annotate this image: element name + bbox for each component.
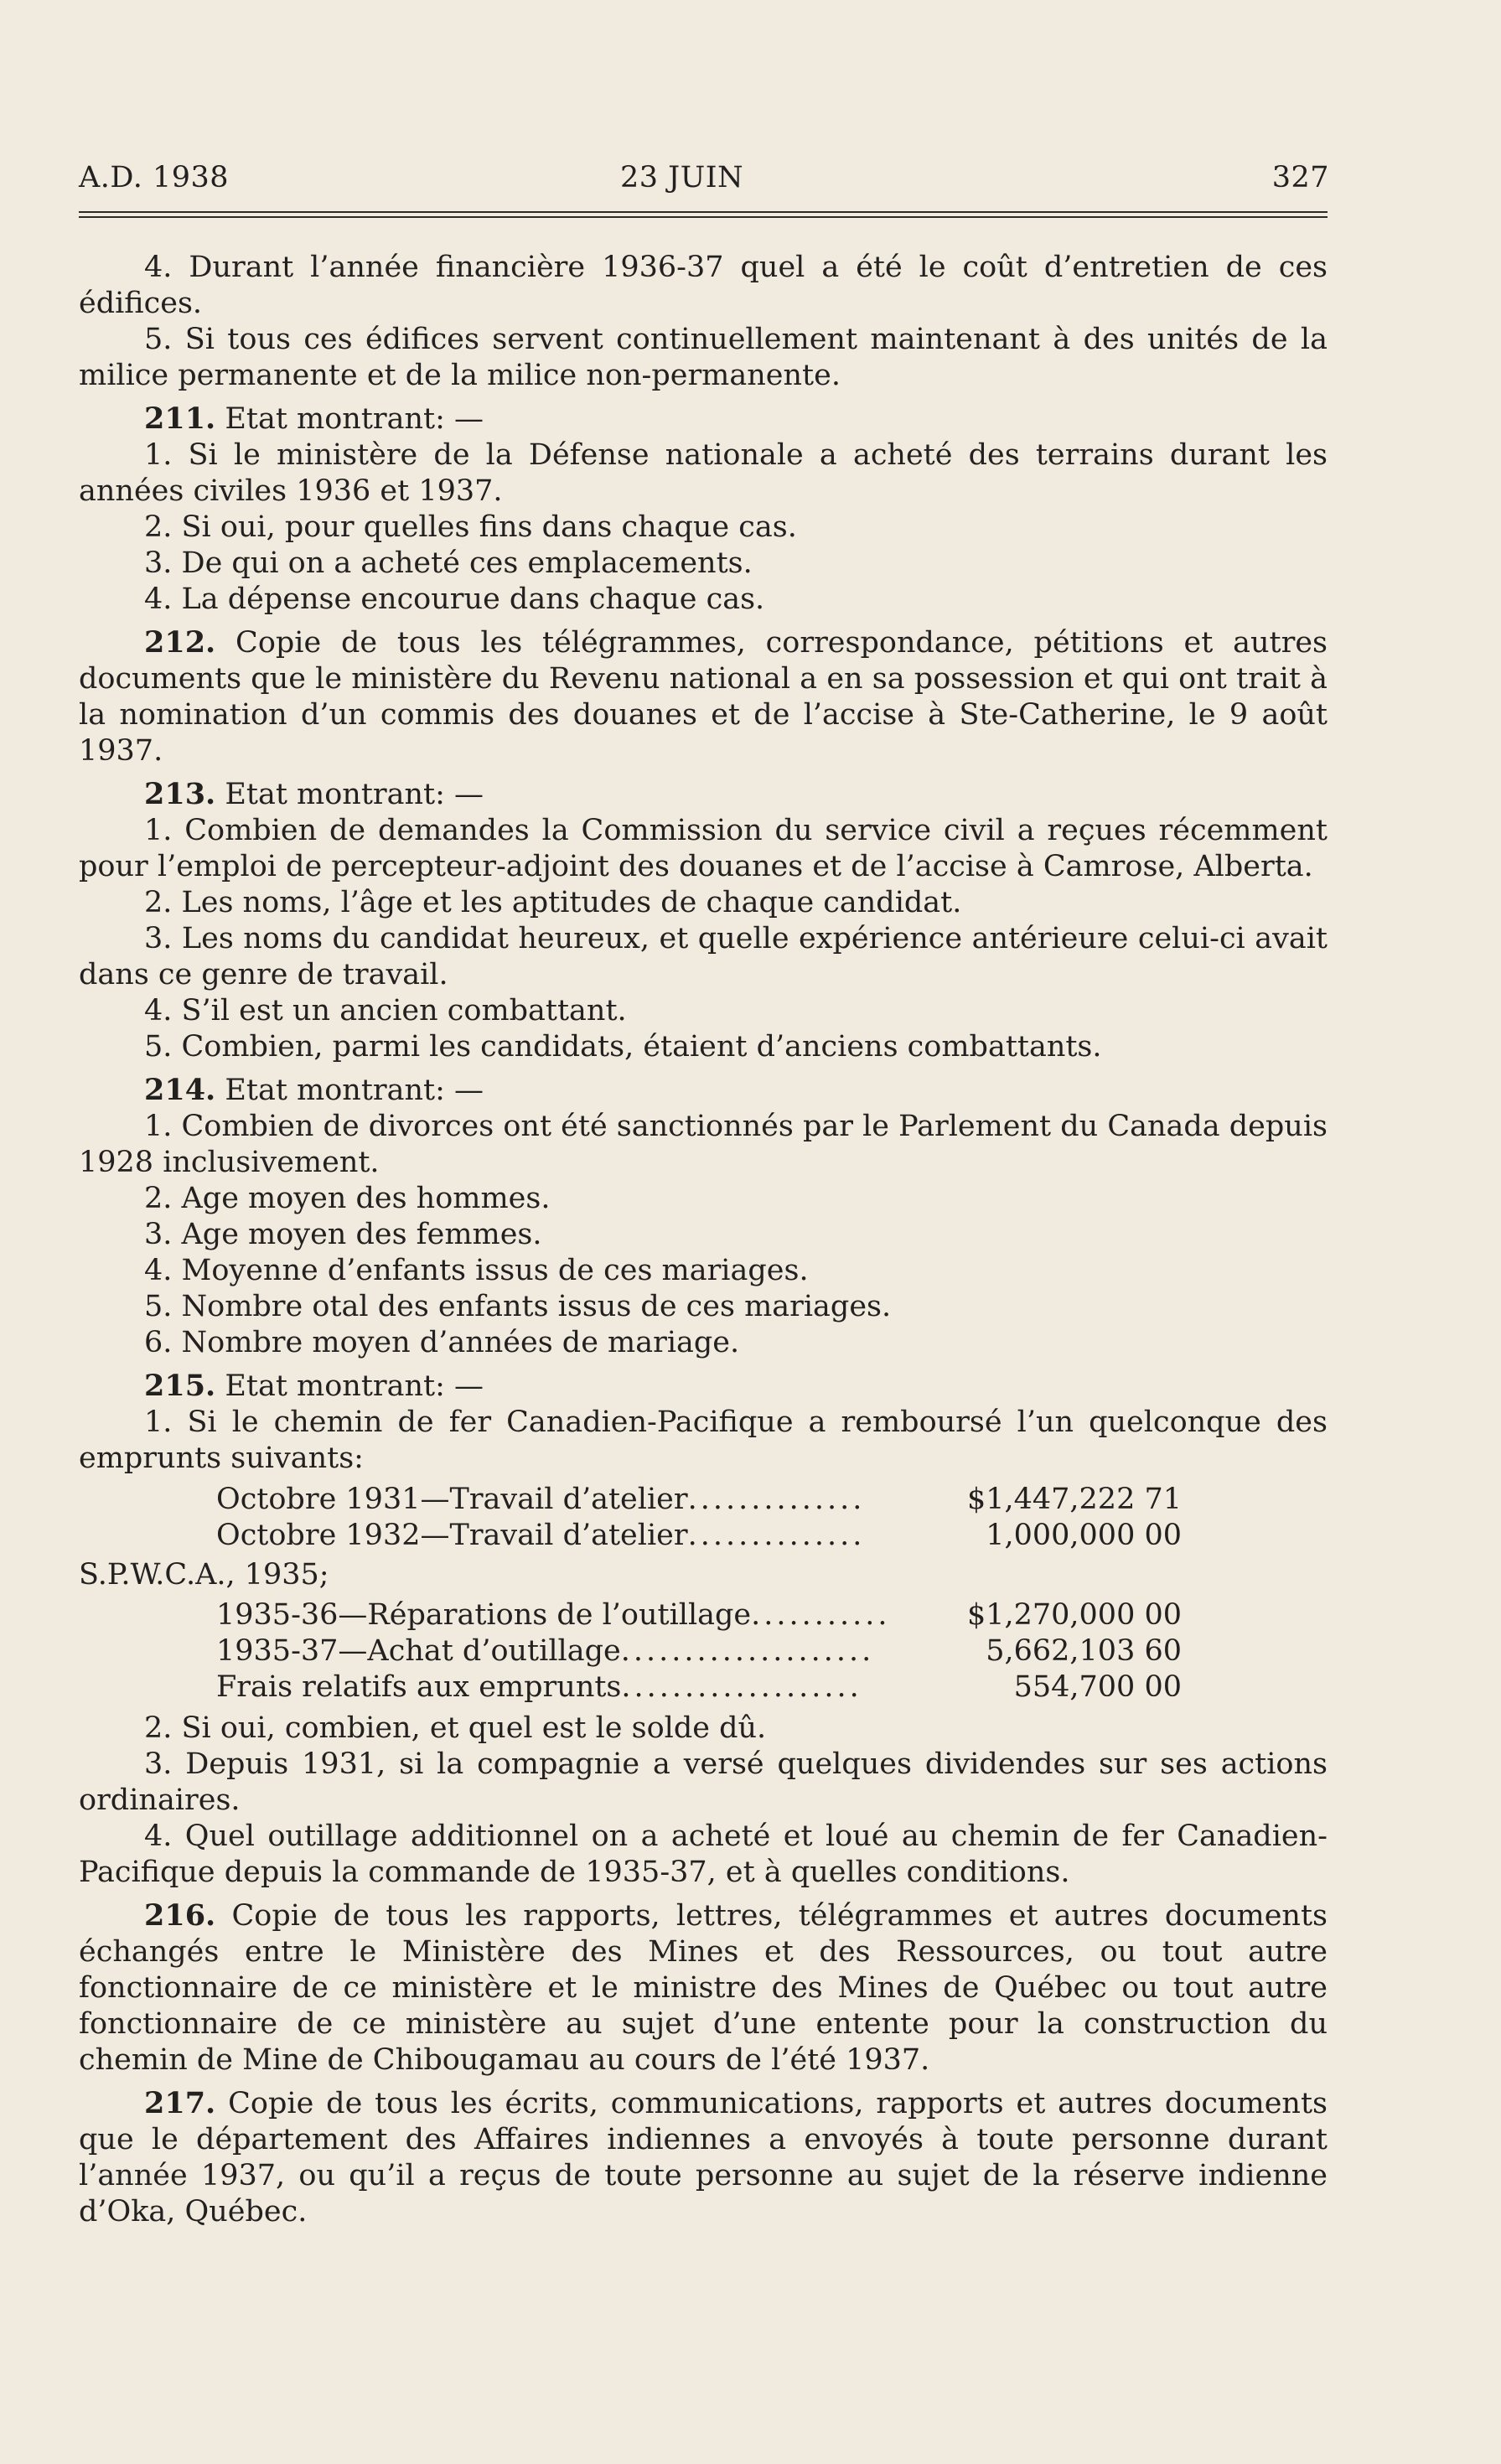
dot-leader: ....................	[620, 1634, 875, 1668]
item-paragraph	[79, 1819, 1328, 1891]
header-rule	[79, 211, 1328, 218]
dot-leader: ..............	[687, 1483, 866, 1516]
ledger-section-label	[79, 1554, 1328, 1597]
item-paragraph	[79, 437, 1328, 510]
ledger-label-text: Octobre 1931—Travail d’atelier	[216, 1483, 688, 1516]
paragraph-text: Copie de tous les rapports, lettres, télégrammes et autres documents échangés entre le Ministère des Mines et des Ressources, ou tout autre fonctionnaire de ce ministère et le ministre des Mines de Québec ou tout autre fonctionnaire de ce ministère au sujet d’une entente pour la construction du chemin de Mine de Chibougamau au cours de l’été 1937.	[79, 1899, 1328, 2077]
item-paragraph	[79, 546, 1328, 582]
section-paragraph	[79, 1072, 1328, 1109]
page-number: 327	[1271, 161, 1329, 194]
item-paragraph	[79, 1253, 1328, 1289]
item-paragraph	[79, 1325, 1328, 1361]
section-number: 217.	[144, 2086, 216, 2120]
ledger-amount: 1,000,000 00	[986, 1519, 1182, 1552]
ledger-label-text: Frais relatifs aux emprunts	[216, 1670, 622, 1704]
paragraph-text: 1. Si le ministère de la Défense nationale a acheté des terrains durant les années civiles 1936 et 1937.	[79, 438, 1328, 508]
paragraph-text: 6. Nombre moyen d’années de mariage.	[144, 1326, 740, 1359]
item-paragraph	[79, 1405, 1328, 1477]
item-paragraph	[79, 1181, 1328, 1217]
item-paragraph	[79, 1711, 1328, 1747]
section-number: 213.	[144, 777, 216, 811]
ledger-label-text: 1935-36—Réparations de l’outillage	[216, 1598, 752, 1632]
item-paragraph	[79, 1747, 1328, 1819]
ledger-label-text: Octobre 1932—Travail d’atelier	[216, 1519, 688, 1552]
ledger-row-label	[216, 1597, 1021, 1633]
ledger-row	[79, 1518, 1182, 1554]
ledger-amount: 5,662,103 60	[986, 1634, 1182, 1668]
ledger-row	[79, 1669, 1182, 1706]
paragraph-text: 2. Age moyen des hommes.	[144, 1182, 551, 1215]
paragraph-text: 2. Si oui, pour quelles fins dans chaque cas.	[144, 510, 797, 544]
dot-leader: ..............	[687, 1519, 866, 1552]
item-paragraph	[79, 1217, 1328, 1253]
paragraph-text: 3. Les noms du candidat heureux, et quelle expérience antérieure celui-ci avait dans ce genre de travail.	[79, 922, 1328, 991]
ledger-row	[79, 1633, 1182, 1669]
paragraph-text: 5. Nombre otal des enfants issus de ces mariages.	[144, 1290, 892, 1323]
paragraph-text: Copie de tous les télégrammes, correspondance, pétitions et autres documents que le ministère du Revenu national a en sa possession et qui ont trait à la nomination d’un commis des douanes et de l’accise à Ste-Catherine, le 9 août 1937.	[79, 626, 1328, 768]
section-number: 216.	[144, 1898, 216, 1933]
item-paragraph	[79, 993, 1328, 1029]
item-paragraph	[79, 1109, 1328, 1181]
paragraph-text: 5. Si tous ces édifices servent continuellement maintenant à des unités de la milice permanente et de la milice non-permanente.	[79, 323, 1328, 392]
section-paragraph	[79, 401, 1328, 437]
section-number: 212.	[144, 625, 216, 660]
ledger-section-text: S.P.W.C.A., 1935;	[79, 1558, 329, 1592]
page	[79, 142, 1328, 2230]
paragraph-text: 3. De qui on a acheté ces emplacements.	[144, 546, 753, 580]
paragraph-text: Etat montrant: —	[215, 778, 484, 811]
header-year: A.D. 1938	[79, 161, 230, 194]
ledger-row-label	[216, 1633, 1021, 1669]
ledger-amount: 554,700 00	[1013, 1670, 1182, 1704]
paragraph-text: 3. Depuis 1931, si la compagnie a versé quelques dividendes sur ses actions ordinaires.	[79, 1747, 1328, 1817]
item-paragraph	[79, 885, 1328, 921]
item-paragraph	[79, 921, 1328, 993]
loan-ledger	[79, 1482, 1328, 1706]
section-paragraph	[79, 2085, 1328, 2230]
item-paragraph	[79, 322, 1328, 394]
paragraph-text: Copie de tous les écrits, communications, rapports et autres documents que le département des Affaires indiennes a envoyés à toute personne durant l’année 1937, ou qu’il a reçus de toute personne au sujet de la réserve indienne d’Oka, Québec.	[79, 2087, 1328, 2228]
ledger-label-text: 1935-37—Achat d’outillage	[216, 1634, 621, 1668]
ledger-row-label	[216, 1669, 1021, 1706]
ledger-amount: $1,270,000 00	[966, 1598, 1182, 1632]
item-paragraph	[79, 582, 1328, 618]
paragraph-text: 4. Moyenne d’enfants issus de ces mariages.	[144, 1254, 809, 1287]
ledger-group-b	[79, 1597, 1328, 1706]
item-paragraph	[79, 1289, 1328, 1325]
paragraph-text: 5. Combien, parmi les candidats, étaient d’anciens combattants.	[144, 1030, 1102, 1064]
paragraph-text: 4. Quel outillage additionnel on a acheté et loué au chemin de fer Canadien-Pacifique depuis la commande de 1935-37, et à quelles conditions.	[79, 1820, 1328, 1889]
item-paragraph	[79, 510, 1328, 546]
section-number: 211.	[144, 401, 216, 436]
paragraph-text: 4. S’il est un ancien combattant.	[144, 994, 627, 1028]
paragraph-text: 4. Durant l’année financière 1936-37 quel a été le coût d’entretien de ces édifices.	[79, 251, 1328, 320]
section-number: 215.	[144, 1369, 216, 1403]
ledger-row	[79, 1597, 1182, 1633]
dot-leader: ...........	[751, 1598, 891, 1632]
dot-leader: ...................	[621, 1670, 862, 1704]
paragraph-text: Etat montrant: —	[215, 1369, 484, 1403]
ledger-row	[79, 1482, 1182, 1518]
paragraph-text: 1. Combien de demandes la Commission du service civil a reçues récemment pour l’emploi de percepteur-adjoint des douanes et de l’accise à Camrose, Alberta.	[79, 814, 1328, 883]
ledger-row-label	[216, 1518, 1021, 1554]
ledger-group-a	[79, 1482, 1328, 1554]
item-paragraph	[79, 250, 1328, 322]
header-date: 23 JUIN	[620, 161, 744, 194]
ledger-amount: $1,447,222 71	[966, 1483, 1182, 1516]
section-number: 214.	[144, 1073, 216, 1107]
section-paragraph	[79, 1368, 1328, 1405]
paragraph-text: 2. Si oui, combien, et quel est le solde dû.	[144, 1711, 767, 1745]
section-paragraph	[79, 776, 1328, 813]
paragraph-text: Etat montrant: —	[215, 402, 484, 436]
paragraph-list-after	[79, 1711, 1328, 2230]
page-header	[79, 142, 1328, 201]
item-paragraph	[79, 813, 1328, 885]
document-body	[79, 250, 1328, 2230]
paragraph-text: 1. Combien de divorces ont été sanctionnés par le Parlement du Canada depuis 1928 inclusivement.	[79, 1110, 1328, 1179]
paragraph-text: 3. Age moyen des femmes.	[144, 1218, 542, 1251]
paragraph-text: 2. Les noms, l’âge et les aptitudes de chaque candidat.	[144, 886, 962, 919]
item-paragraph	[79, 1029, 1328, 1065]
paragraph-list	[79, 250, 1328, 1477]
paragraph-text: 1. Si le chemin de fer Canadien-Pacifique a remboursé l’un quelconque des emprunts suivants:	[79, 1405, 1328, 1475]
ledger-row-label	[216, 1482, 1021, 1518]
section-paragraph	[79, 1897, 1328, 2078]
paragraph-text: Etat montrant: —	[215, 1074, 484, 1107]
paragraph-text: 4. La dépense encourue dans chaque cas.	[144, 582, 765, 616]
section-paragraph	[79, 624, 1328, 769]
